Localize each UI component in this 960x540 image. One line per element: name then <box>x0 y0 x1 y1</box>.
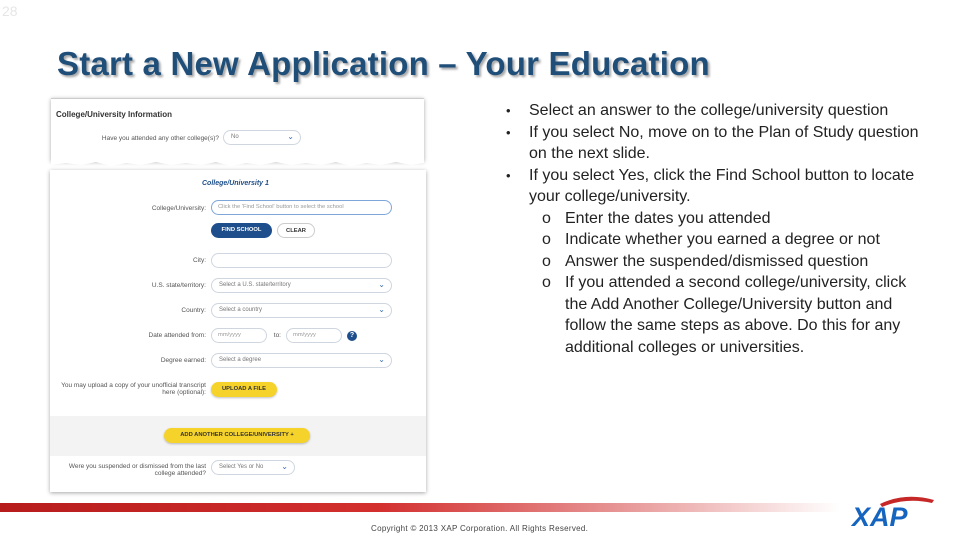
college-label: College/University: <box>151 205 206 212</box>
sub-list-item <box>506 272 926 358</box>
sub-bullet-text: Answer the suspended/dismissed question <box>565 252 869 270</box>
slide-title: Start a New Application – Your Education <box>57 45 710 82</box>
section-heading: College/University Information <box>56 110 173 119</box>
sub-bullet-marker: o <box>542 231 551 248</box>
date-to-label: to: <box>273 332 281 339</box>
footer-bar <box>0 503 840 512</box>
date-from-input[interactable] <box>211 328 267 343</box>
sub-bullet-text: If you attended a second college/university, click the Add Another College/University button and follow the same steps as above. Do this for any additional colleges or universities. <box>565 274 907 356</box>
torn-edge-decoration <box>51 160 424 166</box>
suspended-label-line2: college attended? <box>154 470 206 477</box>
chevron-down-icon: ⌄ <box>287 132 294 141</box>
chevron-down-icon: ⌄ <box>378 280 385 289</box>
suspended-label <box>52 463 206 477</box>
list-item <box>506 100 926 122</box>
degree-placeholder: Select a degree <box>219 357 262 363</box>
state-placeholder: Select a U.S. state/territory <box>219 282 291 288</box>
bullet-text: If you select No, move on to the Plan of Study question on the next slide. <box>529 123 919 162</box>
suspended-label-line1: Were you suspended or dismissed from the last <box>68 463 206 470</box>
transcript-label-line1: You may upload a copy of your unofficial transcript <box>61 382 206 389</box>
chevron-down-icon: ⌄ <box>281 462 288 471</box>
sub-bullet-marker: o <box>542 252 551 270</box>
sub-bullet-text: Indicate whether you earned a degree or not <box>565 231 880 248</box>
city-label: City: <box>193 257 206 264</box>
sub-bullet-marker: o <box>542 209 551 227</box>
xap-logo <box>850 494 946 528</box>
logo-text: XAP <box>852 502 908 528</box>
instruction-list <box>506 100 926 358</box>
transcript-label-line2: here (optional): <box>162 389 206 396</box>
sub-list-item <box>506 208 926 230</box>
sub-list-item <box>506 229 926 251</box>
date-to-input[interactable] <box>286 328 342 343</box>
list-item <box>506 122 926 165</box>
country-label: Country: <box>181 307 206 314</box>
city-input[interactable] <box>211 253 392 268</box>
slide-number: 28 <box>2 3 18 19</box>
bullet-text: If you select Yes, click the Find School button to locate your college/university. <box>529 166 915 205</box>
copyright-text: Copyright © 2013 XAP Corporation. All Rights Reserved. <box>371 524 589 533</box>
country-placeholder: Select a country <box>219 307 263 313</box>
college-section-title: College/University 1 <box>202 180 269 187</box>
date-to-placeholder: mm/yyyy <box>293 332 316 338</box>
chevron-down-icon: ⌄ <box>378 305 385 314</box>
list-item <box>506 165 926 208</box>
degree-label: Degree earned: <box>160 357 206 364</box>
state-label: U.S. state/territory: <box>151 282 206 289</box>
college-info-panel <box>51 98 424 161</box>
attended-college-value: No <box>231 134 239 140</box>
state-select[interactable] <box>211 278 392 293</box>
college-form-panel <box>50 170 426 492</box>
transcript-label <box>52 382 206 396</box>
bullet-marker: • <box>506 167 511 183</box>
suspended-placeholder: Select Yes or No <box>219 464 264 470</box>
college-input[interactable] <box>211 200 392 215</box>
attended-college-select[interactable] <box>223 130 301 145</box>
sub-bullet-marker: o <box>542 274 551 291</box>
sub-bullet-text: Enter the dates you attended <box>565 209 771 227</box>
bullet-text: Select an answer to the college/university question <box>529 102 889 119</box>
date-from-label: Date attended from: <box>148 332 206 339</box>
degree-select[interactable] <box>211 353 392 368</box>
suspended-select[interactable] <box>211 460 295 475</box>
upload-file-button[interactable]: UPLOAD A FILE <box>211 382 277 397</box>
attended-question-label: Have you attended any other college(s)? <box>101 135 219 142</box>
bullet-marker: • <box>506 124 511 140</box>
add-another-college-button[interactable]: ADD ANOTHER COLLEGE/UNIVERSITY + <box>164 428 310 443</box>
date-from-placeholder: mm/yyyy <box>218 332 241 338</box>
bullet-marker: • <box>506 103 511 118</box>
college-placeholder: Click the 'Find School' button to select the school <box>218 204 344 210</box>
find-school-button[interactable]: FIND SCHOOL <box>211 223 272 238</box>
help-icon[interactable]: ? <box>347 331 357 341</box>
sub-list-item <box>506 251 926 273</box>
clear-button[interactable]: CLEAR <box>277 223 315 238</box>
chevron-down-icon: ⌄ <box>378 355 385 364</box>
country-select[interactable] <box>211 303 392 318</box>
